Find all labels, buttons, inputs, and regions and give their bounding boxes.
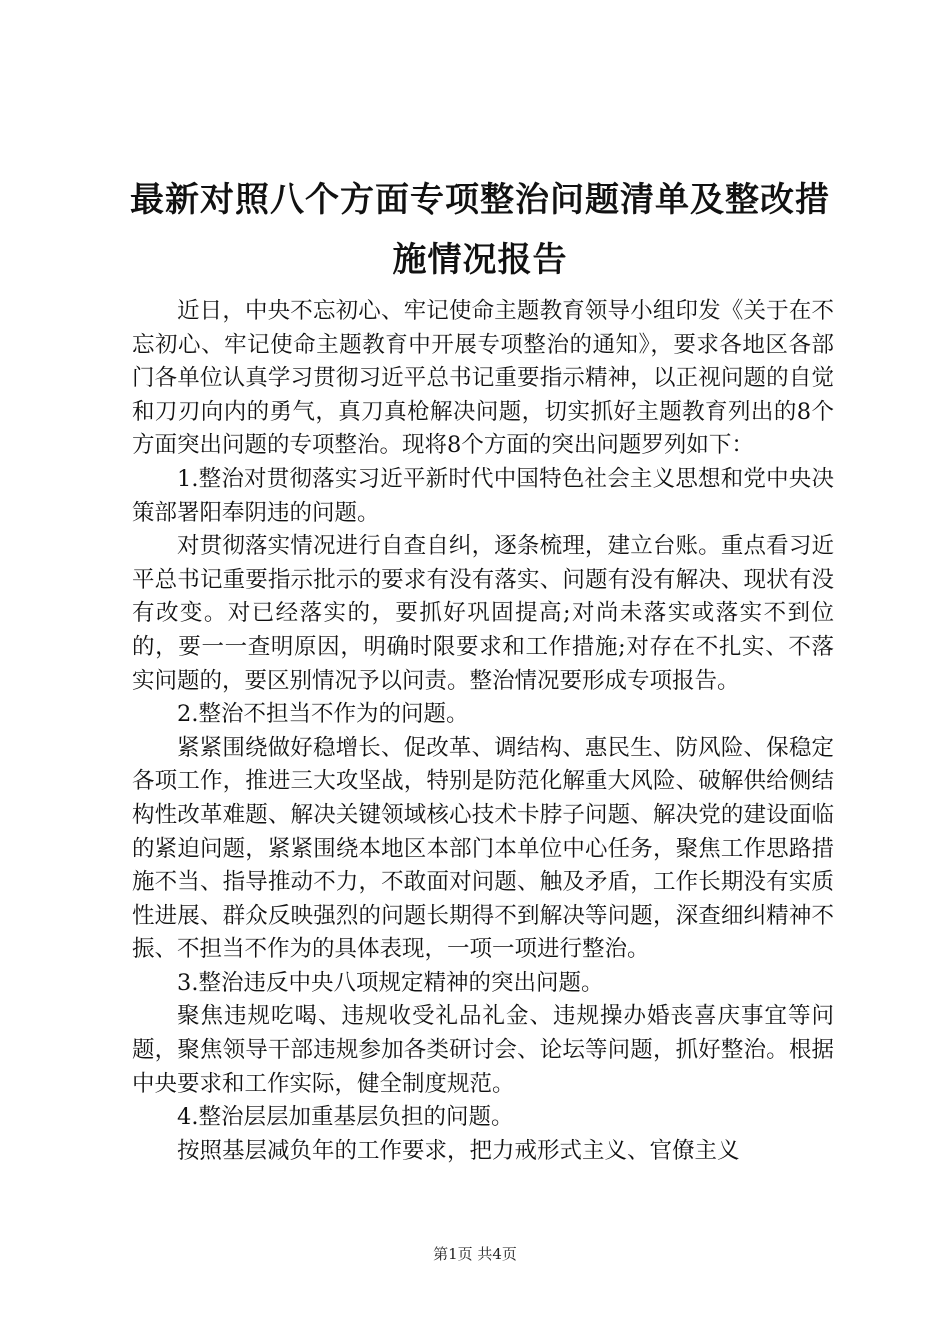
heading-item-3: 3.整治违反中央八项规定精神的突出问题。 — [177, 969, 604, 996]
heading-item-2: 2.整治不担当不作为的问题。 — [177, 701, 469, 728]
document-body — [132, 295, 834, 1168]
heading-item-1: 1.整治对贯彻落实习近平新时代中国特色社会主义思想和党中央决策部署阳奉阴违的问题。 — [132, 465, 834, 526]
heading-item-4: 4.整治层层加重基层负担的问题。 — [177, 1104, 514, 1131]
paragraph-item-3: 聚焦违规吃喝、违规收受礼品礼金、违规操办婚丧喜庆事宜等问题，聚焦领导干部违规参加各类研讨会、论坛等问题，抓好整治。根据中央要求和工作实际，健全制度规范。 — [132, 1003, 834, 1097]
paragraph-intro: 近日，中央不忘初心、牢记使命主题教育领导小组印发《关于在不忘初心、牢记使命主题教育中开展专项整治的通知》，要求各地区各部门各单位认真学习贯彻习近平总书记重要指示精神，以正视问题的自觉和刀刃向内的勇气，真刀真枪解决问题，切实抓好主题教育列出的8个方面突出问题的专项整治。现将8个方面的突出问题罗列如下： — [132, 298, 834, 459]
document-title: 最新对照八个方面专项整治问题清单及整改措施情况报告 — [130, 180, 830, 280]
page-number-footer: 第1页 共4页 — [433, 1245, 517, 1263]
paragraph-item-4: 按照基层减负年的工作要求，把力戒形式主义、官僚主义 — [177, 1137, 740, 1164]
paragraph-item-2: 紧紧围绕做好稳增长、促改革、调结构、惠民生、防风险、保稳定各项工作，推进三大攻坚战，特别是防范化解重大风险、破解供给侧结构性改革难题、解决关键领域核心技术卡脖子问题、解决党的建设面临的紧迫问题，紧紧围绕本地区本部门本单位中心任务，聚焦工作思路措施不当、指导推动不力，不敢面对问题、触及矛盾，工作长期没有实质性进展、群众反映强烈的问题长期得不到解决等问题，深查细纠精神不振、不担当不作为的具体表现，一项一项进行整治。 — [132, 734, 834, 963]
paragraph-item-1: 对贯彻落实情况进行自查自纠，逐条梳理，建立台账。重点看习近平总书记重要指示批示的要求有没有落实、问题有没有解决、现状有没有改变。对已经落实的，要抓好巩固提高;对尚未落实或落实不到位的，要一一查明原因，明确时限要求和工作措施;对存在不扎实、不落实问题的，要区别情况予以问责。整治情况要形成专项报告。 — [132, 533, 834, 694]
